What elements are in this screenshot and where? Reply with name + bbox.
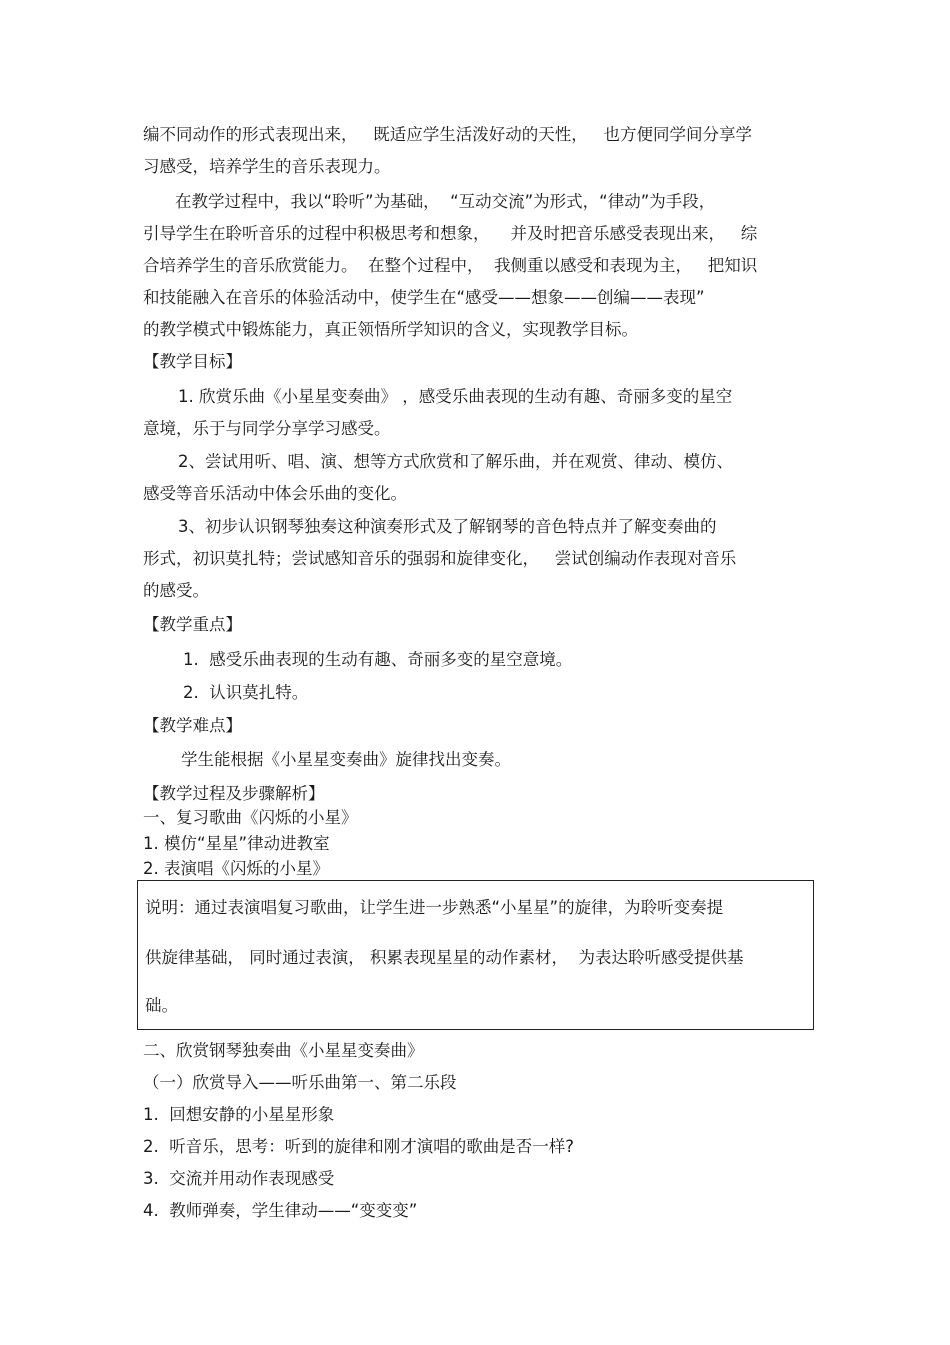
objective-3-line-1: 3、初步认识钢琴独奏这种演奏形式及了解钢琴的音色特点并了解变奏曲的 [178,517,717,536]
difficulty-item: 学生能根据《小星星变奏曲》旋律找出变奏。 [181,750,511,769]
objective-2-line-1: 2、尝试用听、唱、演、想等方式欣赏和了解乐曲，并在观赏、律动、模仿、 [178,452,733,471]
section-2-item-3: 3. 交流并用动作表现感受 [143,1169,335,1188]
key-point-2: 2. 认识莫扎特。 [183,683,309,702]
note-line-3: 础。 [145,996,178,1015]
intro-paragraph-1-line-1: 编不同动作的形式表现出来， 既适应学生活泼好动的天性， 也方便同学间分享学 [143,125,752,144]
section-2-item-1: 1. 回想安静的小星星形象 [143,1105,335,1124]
note-line-2: 供旋律基础， 同时通过表演， 积累表现星星的动作素材， 为表达聆听感受提供基 [145,948,744,967]
intro-paragraph-2-line-4: 和技能融入在音乐的体验活动中，使学生在“感受——想象——创编——表现” [143,288,705,307]
section-2-subsection-1: （一）欣赏导入——听乐曲第一、第二乐段 [143,1073,457,1092]
intro-paragraph-2-line-1: 在教学过程中，我以“聆听”为基础， “互动交流”为形式，“律动”为手段， [175,192,716,211]
section-2-item-2: 2. 听音乐，思考：听到的旋律和刚才演唱的歌曲是否一样? [143,1137,574,1156]
section-1-title: 一、复习歌曲《闪烁的小星》 [143,808,358,827]
process-heading: 【教学过程及步骤解析】 [143,784,325,803]
objective-1-line-2: 意境，乐于与同学分享学习感受。 [143,419,391,438]
section-2-item-4: 4. 教师弹奏，学生律动——“变变变” [143,1201,418,1220]
section-1-item-1: 1. 模仿“星星”律动进教室 [143,834,330,853]
objective-3-line-3: 的感受。 [143,581,209,600]
section-2-title: 二、欣赏钢琴独奏曲《小星星变奏曲》 [143,1041,424,1060]
section-1-item-2: 2. 表演唱《闪烁的小星》 [143,859,329,878]
intro-paragraph-2-line-2: 引导学生在聆听音乐的过程中积极思考和想象， 并及时把音乐感受表现出来， 综 [143,224,758,243]
intro-paragraph-2-line-3: 合培养学生的音乐欣赏能力。 在整个过程中， 我侧重以感受和表现为主， 把知识 [143,256,758,275]
objective-3-line-2: 形式，初识莫扎特；尝试感知音乐的强弱和旋律变化， 尝试创编动作表现对音乐 [143,549,737,568]
key-points-heading: 【教学重点】 [143,615,242,634]
intro-paragraph-1-line-2: 习感受，培养学生的音乐表现力。 [143,157,391,176]
note-line-1: 说明：通过表演唱复习歌曲，让学生进一步熟悉“小星星”的旋律，为聆听变奏提 [145,898,724,917]
difficulty-heading: 【教学难点】 [143,716,242,735]
objective-2-line-2: 感受等音乐活动中体会乐曲的变化。 [143,484,407,503]
intro-paragraph-2-line-5: 的教学模式中锻炼能力，真正领悟所学知识的含义，实现教学目标。 [143,320,638,339]
objective-1-line-1: 1. 欣赏乐曲《小星星变奏曲》 ，感受乐曲表现的生动有趣、奇丽多变的星空 [178,387,733,406]
objectives-heading: 【教学目标】 [143,352,242,371]
key-point-1: 1. 感受乐曲表现的生动有趣、奇丽多变的星空意境。 [183,650,573,669]
